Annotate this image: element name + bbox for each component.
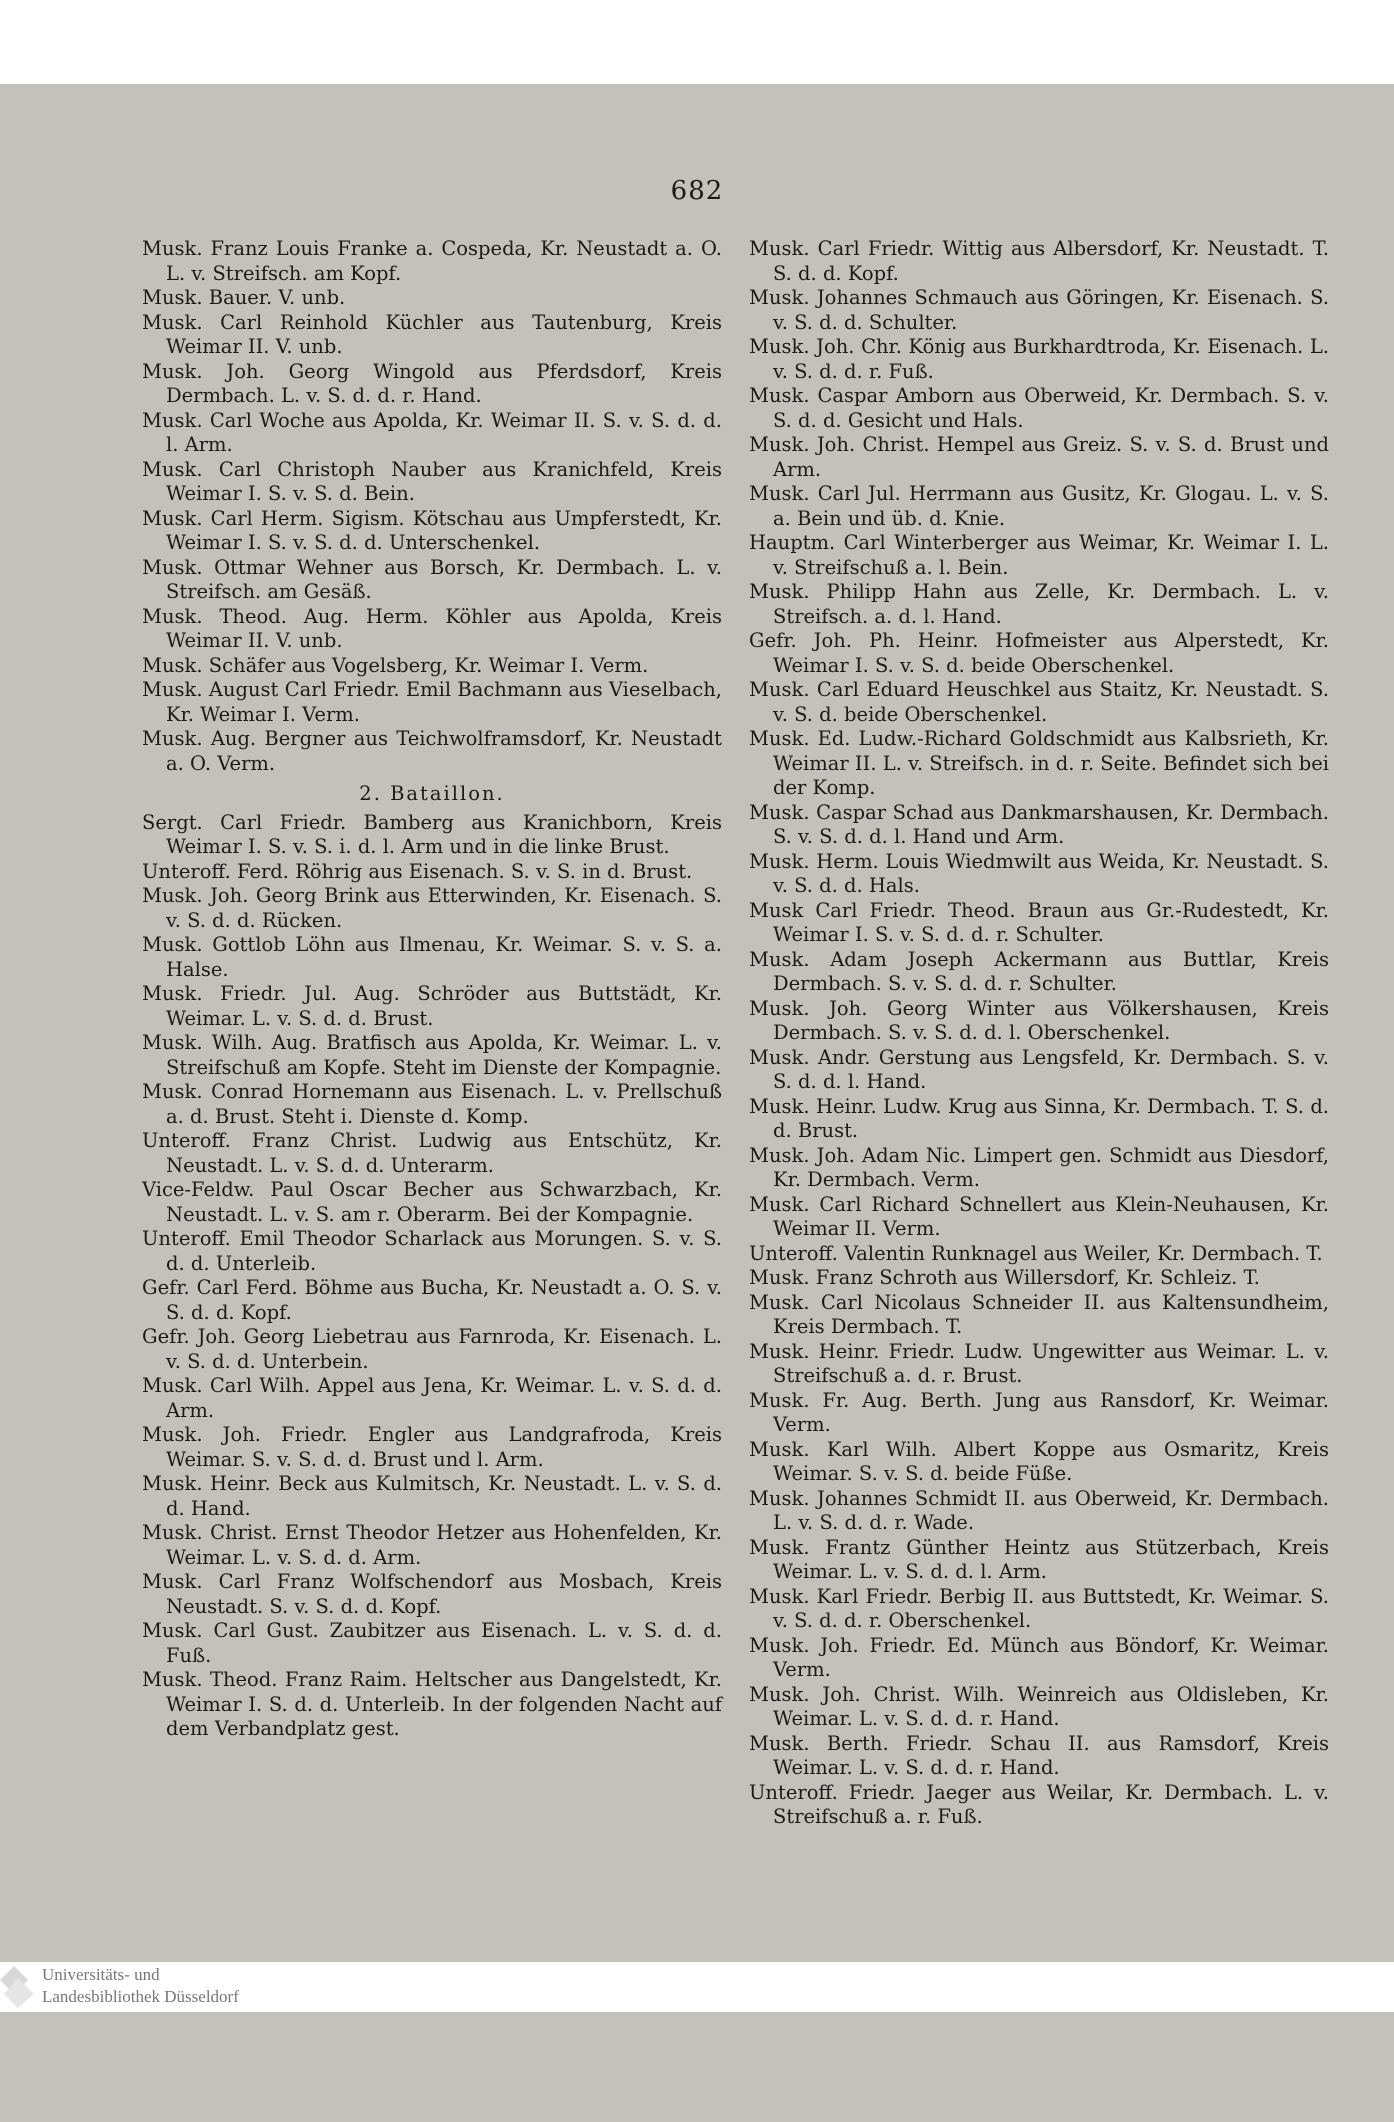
- casualty-entry: Musk. Frantz Günther Heintz aus Stützerbach, Kreis Weimar. L. v. S. d. d. l. Arm.: [749, 1535, 1329, 1583]
- library-credit-line1: Universitäts- und: [42, 1965, 160, 1984]
- casualty-entry: Musk. Carl Richard Schnellert aus Klein-Neuhausen, Kr. Weimar II. Verm.: [749, 1192, 1329, 1240]
- casualty-entry: Musk. Joh. Christ. Wilh. Weinreich aus Oldisleben, Kr. Weimar. L. v. S. d. d. r. Hand.: [749, 1682, 1329, 1730]
- casualty-entry: Unteroff. Emil Theodor Scharlack aus Morungen. S. v. S. d. d. Unterleib.: [142, 1227, 722, 1275]
- casualty-entry: Musk. Gottlob Löhn aus Ilmenau, Kr. Weimar. S. v. S. a. Halse.: [142, 933, 722, 981]
- casualty-entry: Musk. Johannes Schmidt II. aus Oberweid, Kr. Dermbach. L. v. S. d. d. r. Wade.: [749, 1486, 1329, 1534]
- casualty-entry: Hauptm. Carl Winterberger aus Weimar, Kr. Weimar I. L. v. Streifschuß a. l. Bein.: [749, 531, 1329, 579]
- casualty-entry: Vice-Feldw. Paul Oscar Becher aus Schwarzbach, Kr. Neustadt. L. v. S. am r. Oberarm. Bei der Kompagnie.: [142, 1178, 722, 1226]
- section-heading: 2. Bataillon.: [359, 782, 505, 805]
- casualty-entry: Musk. Joh. Friedr. Engler aus Landgrafroda, Kreis Weimar. S. v. S. d. d. Brust und l. Arm.: [142, 1423, 722, 1471]
- right-column: [749, 237, 1329, 1830]
- casualty-entry: Musk. Joh. Christ. Hempel aus Greiz. S. v. S. d. Brust und Arm.: [749, 433, 1329, 481]
- casualty-entry: Unteroff. Franz Christ. Ludwig aus Entschütz, Kr. Neustadt. L. v. S. d. d. Unterarm.: [142, 1129, 722, 1177]
- casualty-entry: Musk. Ottmar Wehner aus Borsch, Kr. Dermbach. L. v. Streifsch. am Gesäß.: [142, 555, 722, 603]
- casualty-entry: Musk. Carl Nicolaus Schneider II. aus Kaltensundheim, Kreis Dermbach. T.: [749, 1290, 1329, 1338]
- casualty-entry: Unteroff. Valentin Runknagel aus Weiler, Kr. Dermbach. T.: [749, 1241, 1323, 1265]
- library-credit-line2: Landesbibliothek Düsseldorf: [42, 1987, 239, 2006]
- casualty-entry: Musk. Aug. Bergner aus Teichwolframsdorf, Kr. Neustadt a. O. Verm.: [142, 727, 722, 775]
- casualty-entry: Musk. Joh. Friedr. Ed. Münch aus Böndorf, Kr. Weimar. Verm.: [749, 1633, 1329, 1681]
- left-column: [142, 237, 722, 1742]
- casualty-entry: Musk. Karl Wilh. Albert Koppe aus Osmaritz, Kreis Weimar. S. v. S. d. beide Füße.: [749, 1437, 1329, 1485]
- footer: [0, 1962, 1394, 2012]
- scanned-page: [0, 84, 1394, 2122]
- casualty-entry: Musk. Carl Franz Wolfschendorf aus Mosbach, Kreis Neustadt. S. v. S. d. d. Kopf.: [142, 1570, 722, 1618]
- casualty-entry: Musk. Berth. Friedr. Schau II. aus Ramsdorf, Kreis Weimar. L. v. S. d. d. r. Hand.: [749, 1731, 1329, 1779]
- casualty-entry: Unteroff. Friedr. Jaeger aus Weilar, Kr. Dermbach. L. v. Streifschuß a. r. Fuß.: [749, 1780, 1329, 1828]
- casualty-entry: Musk. Franz Schroth aus Willersdorf, Kr. Schleiz. T.: [749, 1266, 1260, 1289]
- library-logo-icon: [0, 1964, 36, 2008]
- casualty-entry: Gefr. Joh. Georg Liebetrau aus Farnroda, Kr. Eisenach. L. v. S. d. d. Unterbein.: [142, 1325, 722, 1373]
- casualty-entry: Musk. Andr. Gerstung aus Lengsfeld, Kr. Dermbach. S. v. S. d. d. l. Hand.: [749, 1045, 1329, 1093]
- casualty-entry: Gefr. Joh. Ph. Heinr. Hofmeister aus Alperstedt, Kr. Weimar I. S. v. S. d. beide Oberschenkel.: [749, 629, 1329, 677]
- casualty-entry: Musk. Johannes Schmauch aus Göringen, Kr. Eisenach. S. v. S. d. d. Schulter.: [749, 286, 1329, 334]
- casualty-entry: Musk. Carl Gust. Zaubitzer aus Eisenach. L. v. S. d. d. Fuß.: [142, 1619, 722, 1667]
- casualty-entry: Musk. Carl Reinhold Küchler aus Tautenburg, Kreis Weimar II. V. unb.: [142, 310, 722, 358]
- casualty-entry: Musk. Heinr. Friedr. Ludw. Ungewitter aus Weimar. L. v. Streifschuß a. d. r. Brust.: [749, 1339, 1329, 1387]
- casualty-entry: Musk. Theod. Franz Raim. Heltscher aus Dangelstedt, Kr. Weimar I. S. d. d. Unterleib. In der folgenden Nacht auf dem Verbandplatz gest.: [142, 1668, 722, 1740]
- casualty-entry: Musk. Joh. Georg Brink aus Etterwinden, Kr. Eisenach. S. v. S. d. d. Rücken.: [142, 884, 722, 932]
- casualty-entry: Musk. Wilh. Aug. Bratfisch aus Apolda, Kr. Weimar. L. v. Streifschuß am Kopfe. Steht im Dienste der Kompagnie.: [142, 1031, 722, 1079]
- library-credit: [42, 1964, 239, 2008]
- casualty-entry: Musk. Heinr. Beck aus Kulmitsch, Kr. Neustadt. L. v. S. d. d. Hand.: [142, 1472, 722, 1520]
- casualty-entry: Musk. Herm. Louis Wiedmwilt aus Weida, Kr. Neustadt. S. v. S. d. d. Hals.: [749, 849, 1329, 897]
- casualty-entry: Musk. Carl Jul. Herrmann aus Gusitz, Kr. Glogau. L. v. S. a. Bein und üb. d. Knie.: [749, 482, 1329, 530]
- casualty-entry: Musk. Ed. Ludw.-Richard Goldschmidt aus Kalbsrieth, Kr. Weimar II. L. v. Streifsch. in d. r. Seite. Befindet sich bei der Komp.: [749, 727, 1329, 799]
- casualty-entry: Musk. Joh. Georg Winter aus Völkershausen, Kreis Dermbach. S. v. S. d. d. l. Oberschenkel.: [749, 996, 1329, 1044]
- casualty-entry: Musk. Caspar Schad aus Dankmarshausen, Kr. Dermbach. S. v. S. d. d. l. Hand und Arm.: [749, 800, 1329, 848]
- casualty-entry: Musk. Carl Herm. Sigism. Kötschau aus Umpferstedt, Kr. Weimar I. S. v. S. d. d. Unterschenkel.: [142, 506, 722, 554]
- casualty-entry: Musk. Fr. Aug. Berth. Jung aus Ransdorf, Kr. Weimar. Verm.: [749, 1388, 1329, 1436]
- casualty-entry: Musk. Heinr. Ludw. Krug aus Sinna, Kr. Dermbach. T. S. d. d. Brust.: [749, 1094, 1329, 1142]
- casualty-entry: Musk. Joh. Georg Wingold aus Pferdsdorf, Kreis Dermbach. L. v. S. d. d. r. Hand.: [142, 359, 722, 407]
- casualty-entry: Musk. Christ. Ernst Theodor Hetzer aus Hohenfelden, Kr. Weimar. L. v. S. d. d. Arm.: [142, 1521, 722, 1569]
- casualty-entry: Musk. Carl Wilh. Appel aus Jena, Kr. Weimar. L. v. S. d. d. Arm.: [142, 1374, 722, 1422]
- casualty-entry: Musk. Conrad Hornemann aus Eisenach. L. v. Prellschuß a. d. Brust. Steht i. Dienste d. Komp.: [142, 1080, 722, 1128]
- casualty-entry: Musk. Schäfer aus Vogelsberg, Kr. Weimar I. Verm.: [142, 653, 649, 677]
- casualty-entry: Musk. Joh. Adam Nic. Limpert gen. Schmidt aus Diesdorf, Kr. Dermbach. Verm.: [749, 1143, 1329, 1191]
- casualty-entry: Musk. Franz Louis Franke a. Cospeda, Kr. Neustadt a. O. L. v. Streifsch. am Kopf.: [142, 237, 722, 285]
- page-number: 682: [670, 176, 724, 206]
- casualty-entry: Musk. Adam Joseph Ackermann aus Buttlar, Kreis Dermbach. S. v. S. d. d. r. Schulter.: [749, 947, 1329, 995]
- casualty-entry: Musk. August Carl Friedr. Emil Bachmann aus Vieselbach, Kr. Weimar I. Verm.: [142, 678, 722, 726]
- casualty-entry: Musk. Theod. Aug. Herm. Köhler aus Apolda, Kreis Weimar II. V. unb.: [142, 604, 722, 652]
- casualty-entry: Sergt. Carl Friedr. Bamberg aus Kranichborn, Kreis Weimar I. S. v. S. i. d. l. Arm und in die linke Brust.: [142, 810, 722, 858]
- casualty-entry: Musk. Carl Eduard Heuschkel aus Staitz, Kr. Neustadt. S. v. S. d. beide Oberschenkel.: [749, 678, 1329, 726]
- casualty-entry: Musk. Caspar Amborn aus Oberweid, Kr. Dermbach. S. v. S. d. d. Gesicht und Hals.: [749, 384, 1329, 432]
- casualty-entry: Musk. Joh. Chr. König aus Burkhardtroda, Kr. Eisenach. L. v. S. d. d. r. Fuß.: [749, 335, 1329, 383]
- casualty-entry: Musk. Carl Friedr. Wittig aus Albersdorf, Kr. Neustadt. T. S. d. d. Kopf.: [749, 237, 1329, 285]
- casualty-entry: Unteroff. Ferd. Röhrig aus Eisenach. S. v. S. in d. Brust.: [142, 859, 693, 883]
- casualty-entry: Musk. Philipp Hahn aus Zelle, Kr. Dermbach. L. v. Streifsch. a. d. l. Hand.: [749, 580, 1329, 628]
- casualty-entry: Musk. Karl Friedr. Berbig II. aus Buttstedt, Kr. Weimar. S. v. S. d. d. r. Oberschenkel.: [749, 1584, 1329, 1632]
- casualty-entry: Musk. Bauer. V. unb.: [142, 286, 346, 309]
- casualty-entry: Gefr. Carl Ferd. Böhme aus Bucha, Kr. Neustadt a. O. S. v. S. d. d. Kopf.: [142, 1276, 722, 1324]
- casualty-entry: Musk. Carl Woche aus Apolda, Kr. Weimar II. S. v. S. d. d. l. Arm.: [142, 408, 722, 456]
- casualty-entry: Musk. Friedr. Jul. Aug. Schröder aus Buttstädt, Kr. Weimar. L. v. S. d. d. Brust.: [142, 982, 722, 1030]
- casualty-entry: Musk. Carl Christoph Nauber aus Kranichfeld, Kreis Weimar I. S. v. S. d. Bein.: [142, 457, 722, 505]
- casualty-entry: Musk Carl Friedr. Theod. Braun aus Gr.-Rudestedt, Kr. Weimar I. S. v. S. d. d. r. Schulter.: [749, 898, 1329, 946]
